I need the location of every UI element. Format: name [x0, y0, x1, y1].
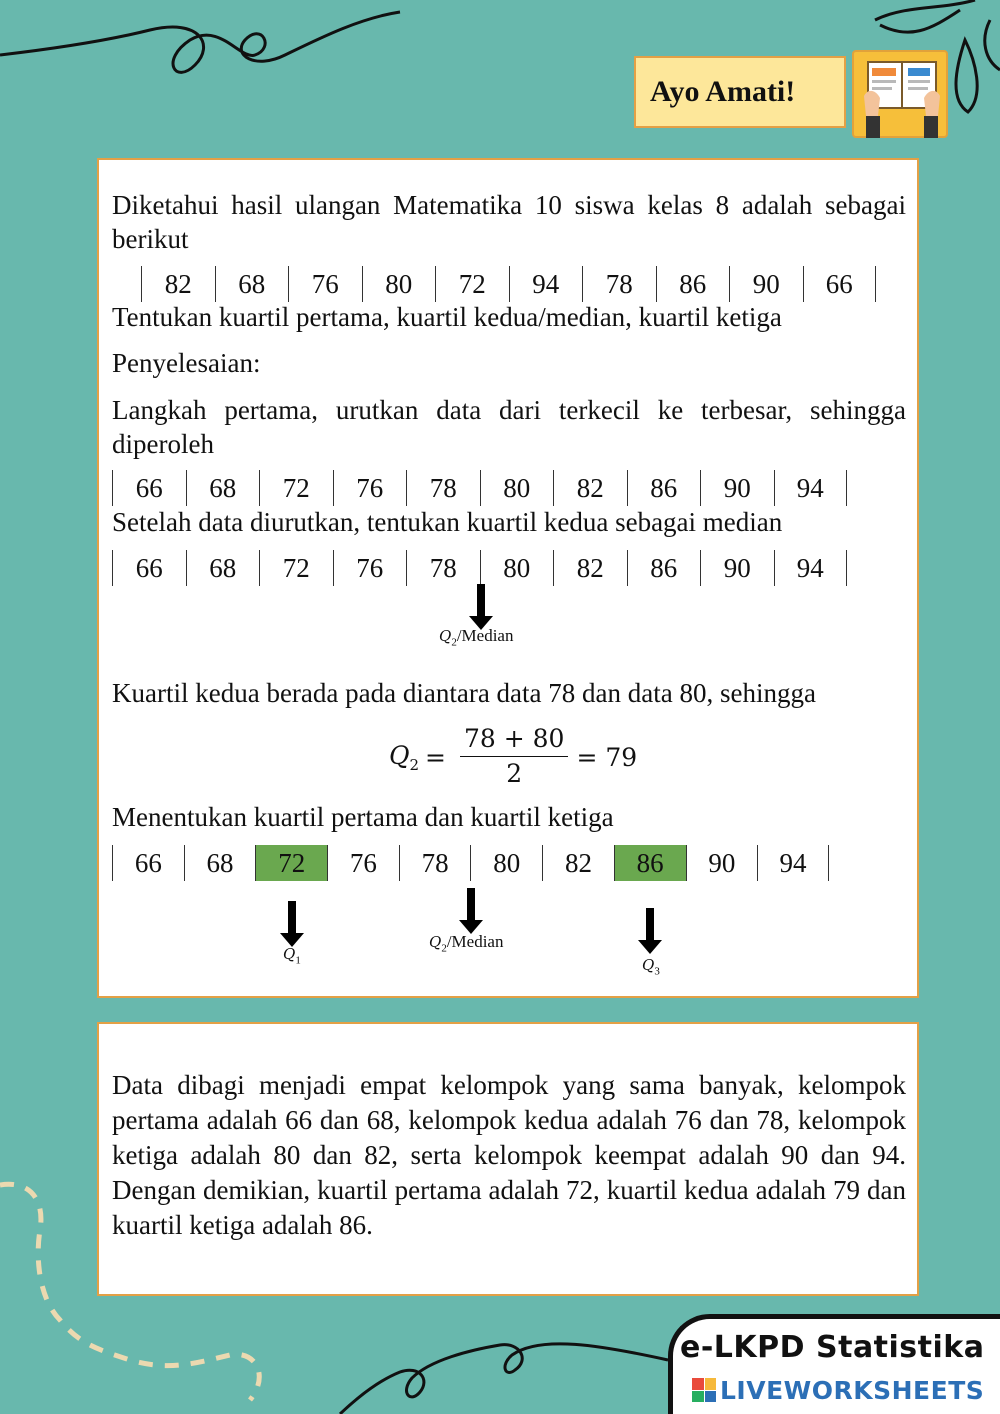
median-data-row — [112, 550, 847, 586]
reading-book-icon — [852, 50, 948, 138]
section-banner — [634, 56, 846, 128]
data-cell: 90 — [700, 470, 774, 506]
step-sort: Langkah pertama, urutkan data dari terkecil ke terbesar, sehingga diperoleh — [112, 395, 906, 459]
q2-arrow-icon — [459, 888, 483, 934]
median-label: $Q_2$/Median — [439, 626, 514, 649]
data-cell: 72 — [259, 470, 333, 506]
data-cell: 76 — [333, 470, 407, 506]
data-cell: 76 — [288, 266, 362, 302]
data-cell: 82 — [553, 550, 627, 586]
data-cell: 68 — [184, 845, 256, 881]
step-quartiles: Menentukan kuartil pertama dan kuartil ketiga — [112, 802, 614, 832]
sorted-data-row — [112, 470, 847, 506]
data-cell: 82 — [542, 845, 614, 881]
data-cell: 68 — [215, 266, 289, 302]
formula-result: = 79 — [576, 742, 638, 772]
data-cell: 78 — [406, 470, 480, 506]
problem-intro: Diketahui hasil ulangan Matematika 10 siswa kelas 8 adalah sebagai berikut — [112, 190, 906, 254]
q1-label: $Q_1$ — [283, 945, 301, 967]
conclusion-text: Data dibagi menjadi empat kelompok yang sama banyak, kelompok pertama adalah 66 dan 68, kelompok kedua adalah 76 dan 78, kelompok ketiga adalah 80 dan 82, serta kelompok keempat adalah 90 dan 94. Dengan demikian, kuartil pertama adalah 72, kuartil kedua adalah 79 dan kuartil ketiga adalah 86. — [112, 1070, 906, 1240]
data-cell: 90 — [700, 550, 774, 586]
q3-label: $Q_3$ — [642, 956, 660, 978]
data-cell: 86 — [627, 470, 701, 506]
median-arrow-icon — [469, 584, 493, 630]
formula-lhs: $Q_2$ — [389, 740, 420, 774]
data-cell: 66 — [112, 845, 184, 881]
step-q2: Kuartil kedua berada pada diantara data 78 dan data 80, sehingga — [112, 678, 816, 708]
footer-watermark: LIVEWORKSHEETS — [720, 1376, 985, 1405]
data-cell: 78 — [406, 550, 480, 586]
data-cell: 94 — [774, 470, 848, 506]
data-cell: 66 — [112, 550, 186, 586]
data-cell: 66 — [112, 470, 186, 506]
solution-heading: Penyelesaian: — [112, 348, 261, 378]
data-cell: 94 — [774, 550, 848, 586]
data-cell: 82 — [141, 266, 215, 302]
data-cell: 72 — [435, 266, 509, 302]
step-median: Setelah data diurutkan, tentukan kuartil kedua sebagai median — [112, 507, 783, 537]
data-cell: 76 — [327, 845, 399, 881]
data-cell: 86 — [627, 550, 701, 586]
data-cell: 68 — [186, 470, 260, 506]
q1-cell: 72 — [255, 845, 327, 881]
data-cell: 94 — [509, 266, 583, 302]
q2-label: $Q_2$/Median — [429, 932, 504, 955]
data-cell: 90 — [686, 845, 758, 881]
data-cell: 94 — [757, 845, 829, 881]
solution-panel — [97, 158, 919, 998]
data-cell: 66 — [803, 266, 877, 302]
quartile-data-row — [112, 845, 829, 881]
conclusion-panel — [97, 1022, 919, 1296]
footer-title: e-LKPD Statistika — [680, 1330, 985, 1365]
data-cell: 80 — [480, 550, 554, 586]
data-cell: 80 — [480, 470, 554, 506]
banner-label: Ayo Amati! — [650, 75, 796, 108]
data-cell: 68 — [186, 550, 260, 586]
q3-arrow-icon — [638, 908, 662, 954]
data-cell: 86 — [656, 266, 730, 302]
data-cell: 76 — [333, 550, 407, 586]
data-cell: 82 — [553, 470, 627, 506]
data-cell: 90 — [729, 266, 803, 302]
median-formula: $Q_2$ = $\frac{78 + 80}{2}$ = 79 — [389, 722, 637, 792]
liveworksheets-logo-icon — [692, 1378, 716, 1402]
data-cell: 80 — [362, 266, 436, 302]
q3-cell: 86 — [614, 845, 686, 881]
data-cell: 78 — [582, 266, 656, 302]
raw-data-row — [141, 266, 876, 302]
problem-task: Tentukan kuartil pertama, kuartil kedua/median, kuartil ketiga — [112, 302, 782, 332]
formula-fraction: $\frac{78 + 80}{2}$ — [460, 724, 568, 791]
data-cell: 72 — [259, 550, 333, 586]
data-cell: 78 — [399, 845, 471, 881]
data-cell: 80 — [470, 845, 542, 881]
q1-arrow-icon — [280, 901, 304, 947]
